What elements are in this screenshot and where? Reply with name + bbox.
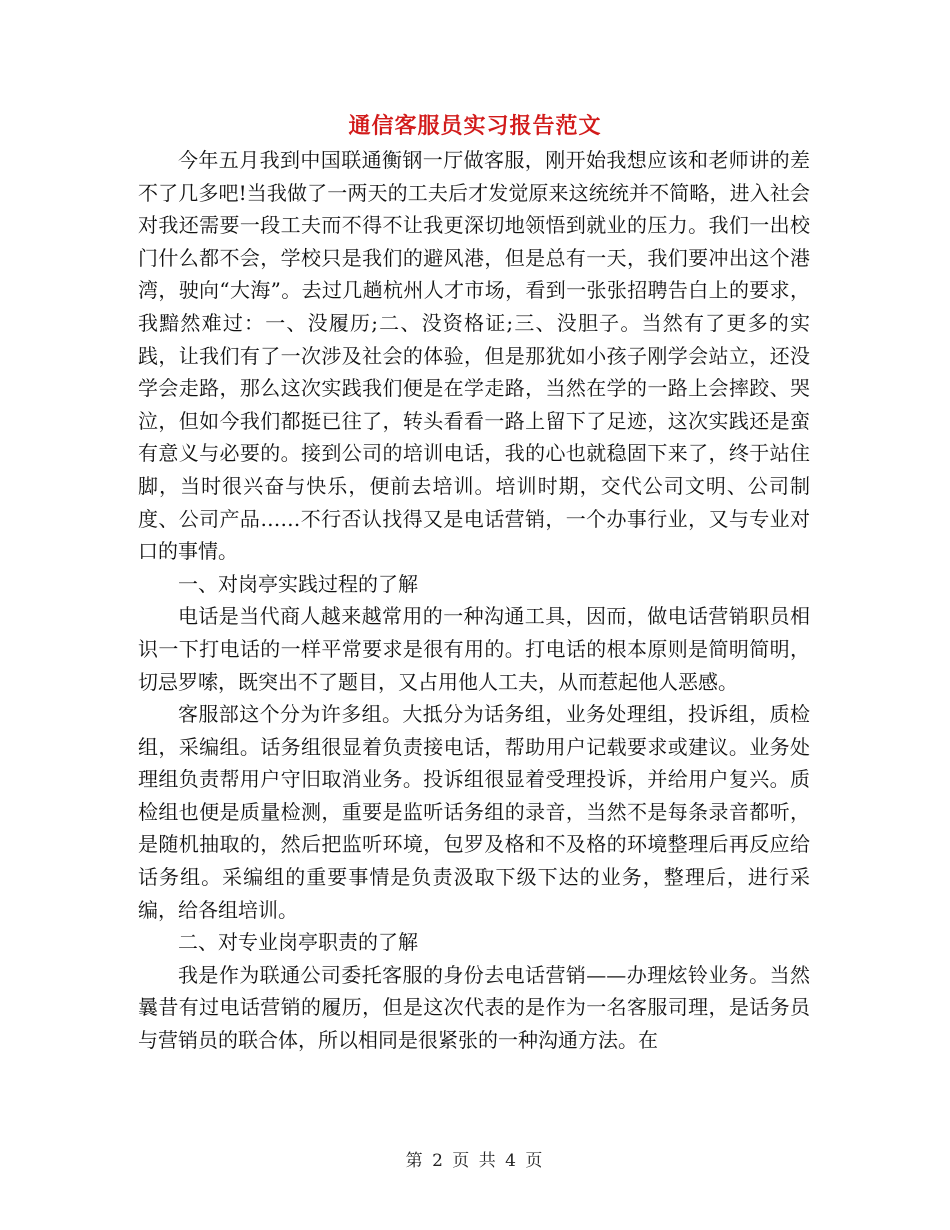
- section-heading: 一、对岗亭实践过程的了解: [178, 571, 418, 596]
- body-paragraph: 客服部这个分为许多组。大抵分为话务组，业务处理组，投诉组，质检组，采编组。话务组很显着负责接电话，帮助用户记载要求或建议。业务处理组负责帮用户守旧取消业务。投诉组很显着受理投诉，并给用户复兴。质检组也便是质量检测，重要是监听话务组的录音，当然不是每条录音都听，是随机抽取的，然后把监听环境，包罗及格和不及格的环境整理后再反应给话务组。采编组的重要事情是负责汲取下级下达的业务，整理后，进行采编，给各组培训。: [138, 702, 810, 922]
- body-paragraph: 电话是当代商人越来越常用的一种沟通工具，因而，做电话营销职员相识一下打电话的一样平常要求是很有用的。打电话的根本原则是简明简明，切忌罗嗦，既突出不了题目，又占用他人工夫，从而惹起他人恶感。: [138, 604, 810, 694]
- page-number-footer: 第 2 页 共 4 页: [405, 1151, 545, 1171]
- body-paragraph: 我是作为联通公司委托客服的身份去电话营销——办理炫铃业务。当然曩昔有过电话营销的履历，但是这次代表的是作为一名客服司理，是话务员与营销员的联合体，所以相同是很紧张的一种沟通方法。在: [138, 962, 810, 1053]
- body-paragraph: 今年五月我到中国联通衡钢一厅做客服，刚开始我想应该和老师讲的差不了几多吧!当我做了一两天的工夫后才发觉原来这统统并不简略，进入社会对我还需要一段工夫而不得不让我更深切地领悟到就业的压力。我们一出校门什么都不会，学校只是我们的避风港，但是总有一天，我们要冲出这个港湾，驶向“大海”。去过几趟杭州人才市场，看到一张张招聘告白上的要求，我黯然难过：一、没履历;二、没资格证;三、没胆子。当然有了更多的实践，让我们有了一次涉及社会的体验，但是那犹如小孩子刚学会站立，还没学会走路，那么这次实践我们便是在学走路，当然在学的一路上会摔跤、哭泣，但如今我们都挺已往了，转头看看一路上留下了足迹，这次实践还是蛮有意义与必要的。接到公司的培训电话，我的心也就稳固下来了，终于站住脚，当时很兴奋与快乐，便前去培训。培训时期，交代公司文明、公司制度、公司产品……不行否认找得又是电话营销，一个办事行业，又与专业对口的事情。: [138, 148, 810, 564]
- section-heading: 二、对专业岗亭职责的了解: [178, 930, 418, 955]
- document-title: 通信客服员实习报告范文: [348, 113, 602, 139]
- document-body: [138, 144, 810, 1057]
